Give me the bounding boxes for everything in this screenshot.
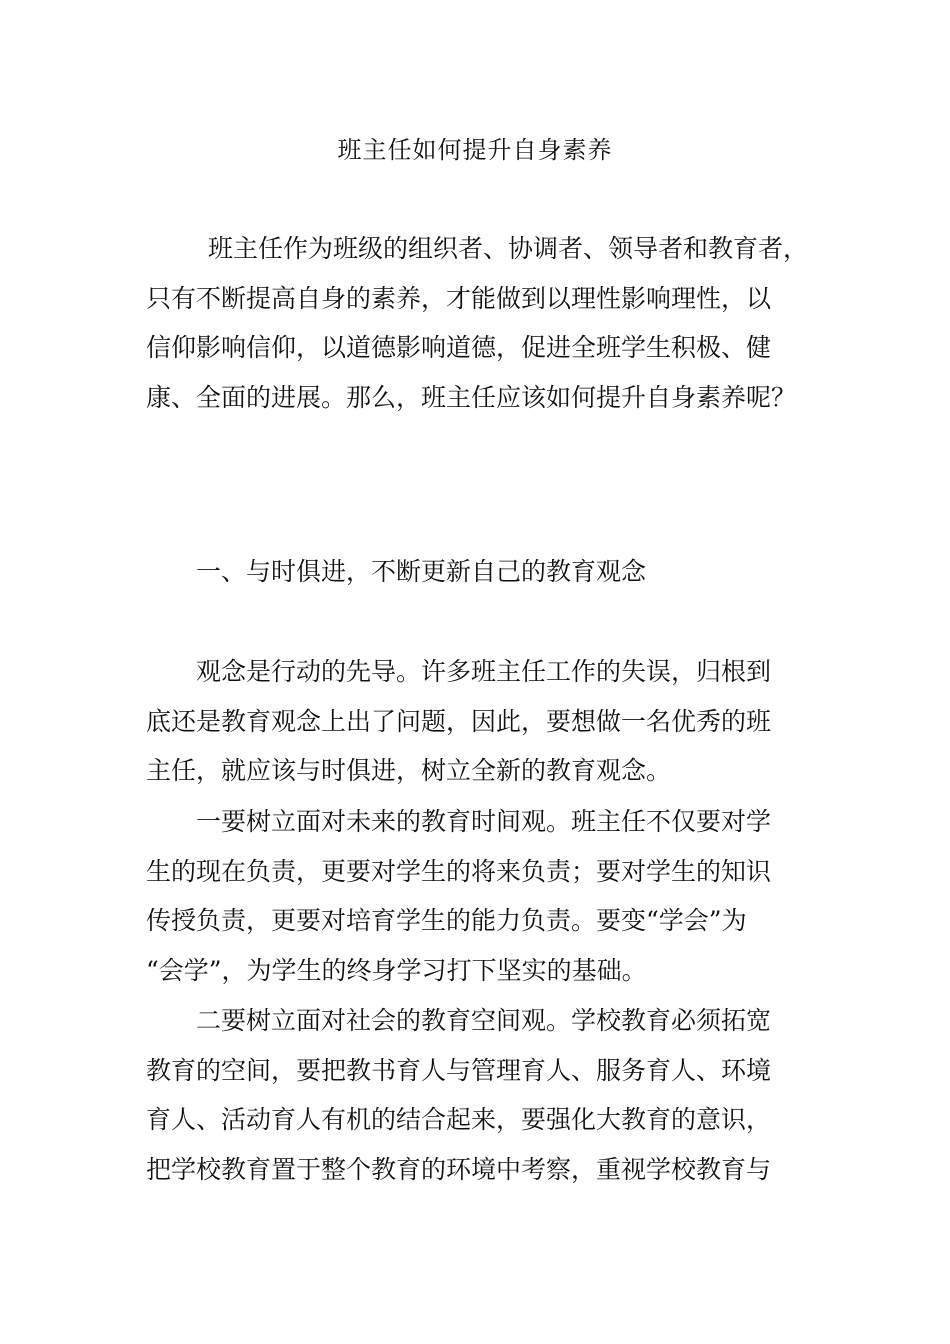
intro-line: 康、全面的进展。那么，班主任应该如何提升自身素养呢？: [146, 382, 797, 412]
document-title: 班主任如何提升自身素养: [337, 136, 613, 164]
paragraph-line: 一要树立面对未来的教育时间观。班主任不仅要对学: [196, 807, 772, 836]
paragraph-1: [146, 647, 806, 796]
paragraph-line: “会学”，为学生的终身学习打下坚实的基础。: [146, 955, 647, 985]
intro-line: 班主任作为班级的组织者、协调者、领导者和教育者，: [208, 234, 809, 263]
intro-paragraph: [146, 224, 809, 422]
paragraph-line: 底还是教育观念上出了问题，因此，要想做一名优秀的班: [146, 706, 772, 736]
paragraph-line: 二要树立面对社会的教育空间观。学校教育必须拓宽: [196, 1006, 772, 1035]
paragraph-2: [146, 797, 806, 995]
intro-line: 信仰影响信仰，以道德影响道德，促进全班学生积极、健: [146, 333, 772, 362]
paragraph-line: 育人、活动育人有机的结合起来，要强化大教育的意识，: [146, 1105, 772, 1134]
paragraph-line: 传授负责，更要对培育学生的能力负责。要变“学会”为: [146, 906, 747, 935]
intro-line: 只有不断提高自身的素养，才能做到以理性影响理性，以: [146, 283, 772, 313]
section-heading: 一、与时俱进，不断更新自己的教育观念: [196, 557, 647, 586]
paragraph-line: 生的现在负责，更要对学生的将来负责；要对学生的知识: [146, 856, 772, 886]
paragraph-line: 把学校教育置于整个教育的环境中考察，重视学校教育与: [146, 1154, 772, 1184]
paragraph-3: [146, 996, 806, 1194]
paragraph-line: 主任，就应该与时俱进，树立全新的教育观念。: [146, 756, 672, 785]
paragraph-line: 观念是行动的先导。许多班主任工作的失误，归根到: [196, 657, 772, 686]
paragraph-line: 教育的空间，要把教书育人与管理育人、服务育人、环境: [146, 1055, 772, 1085]
